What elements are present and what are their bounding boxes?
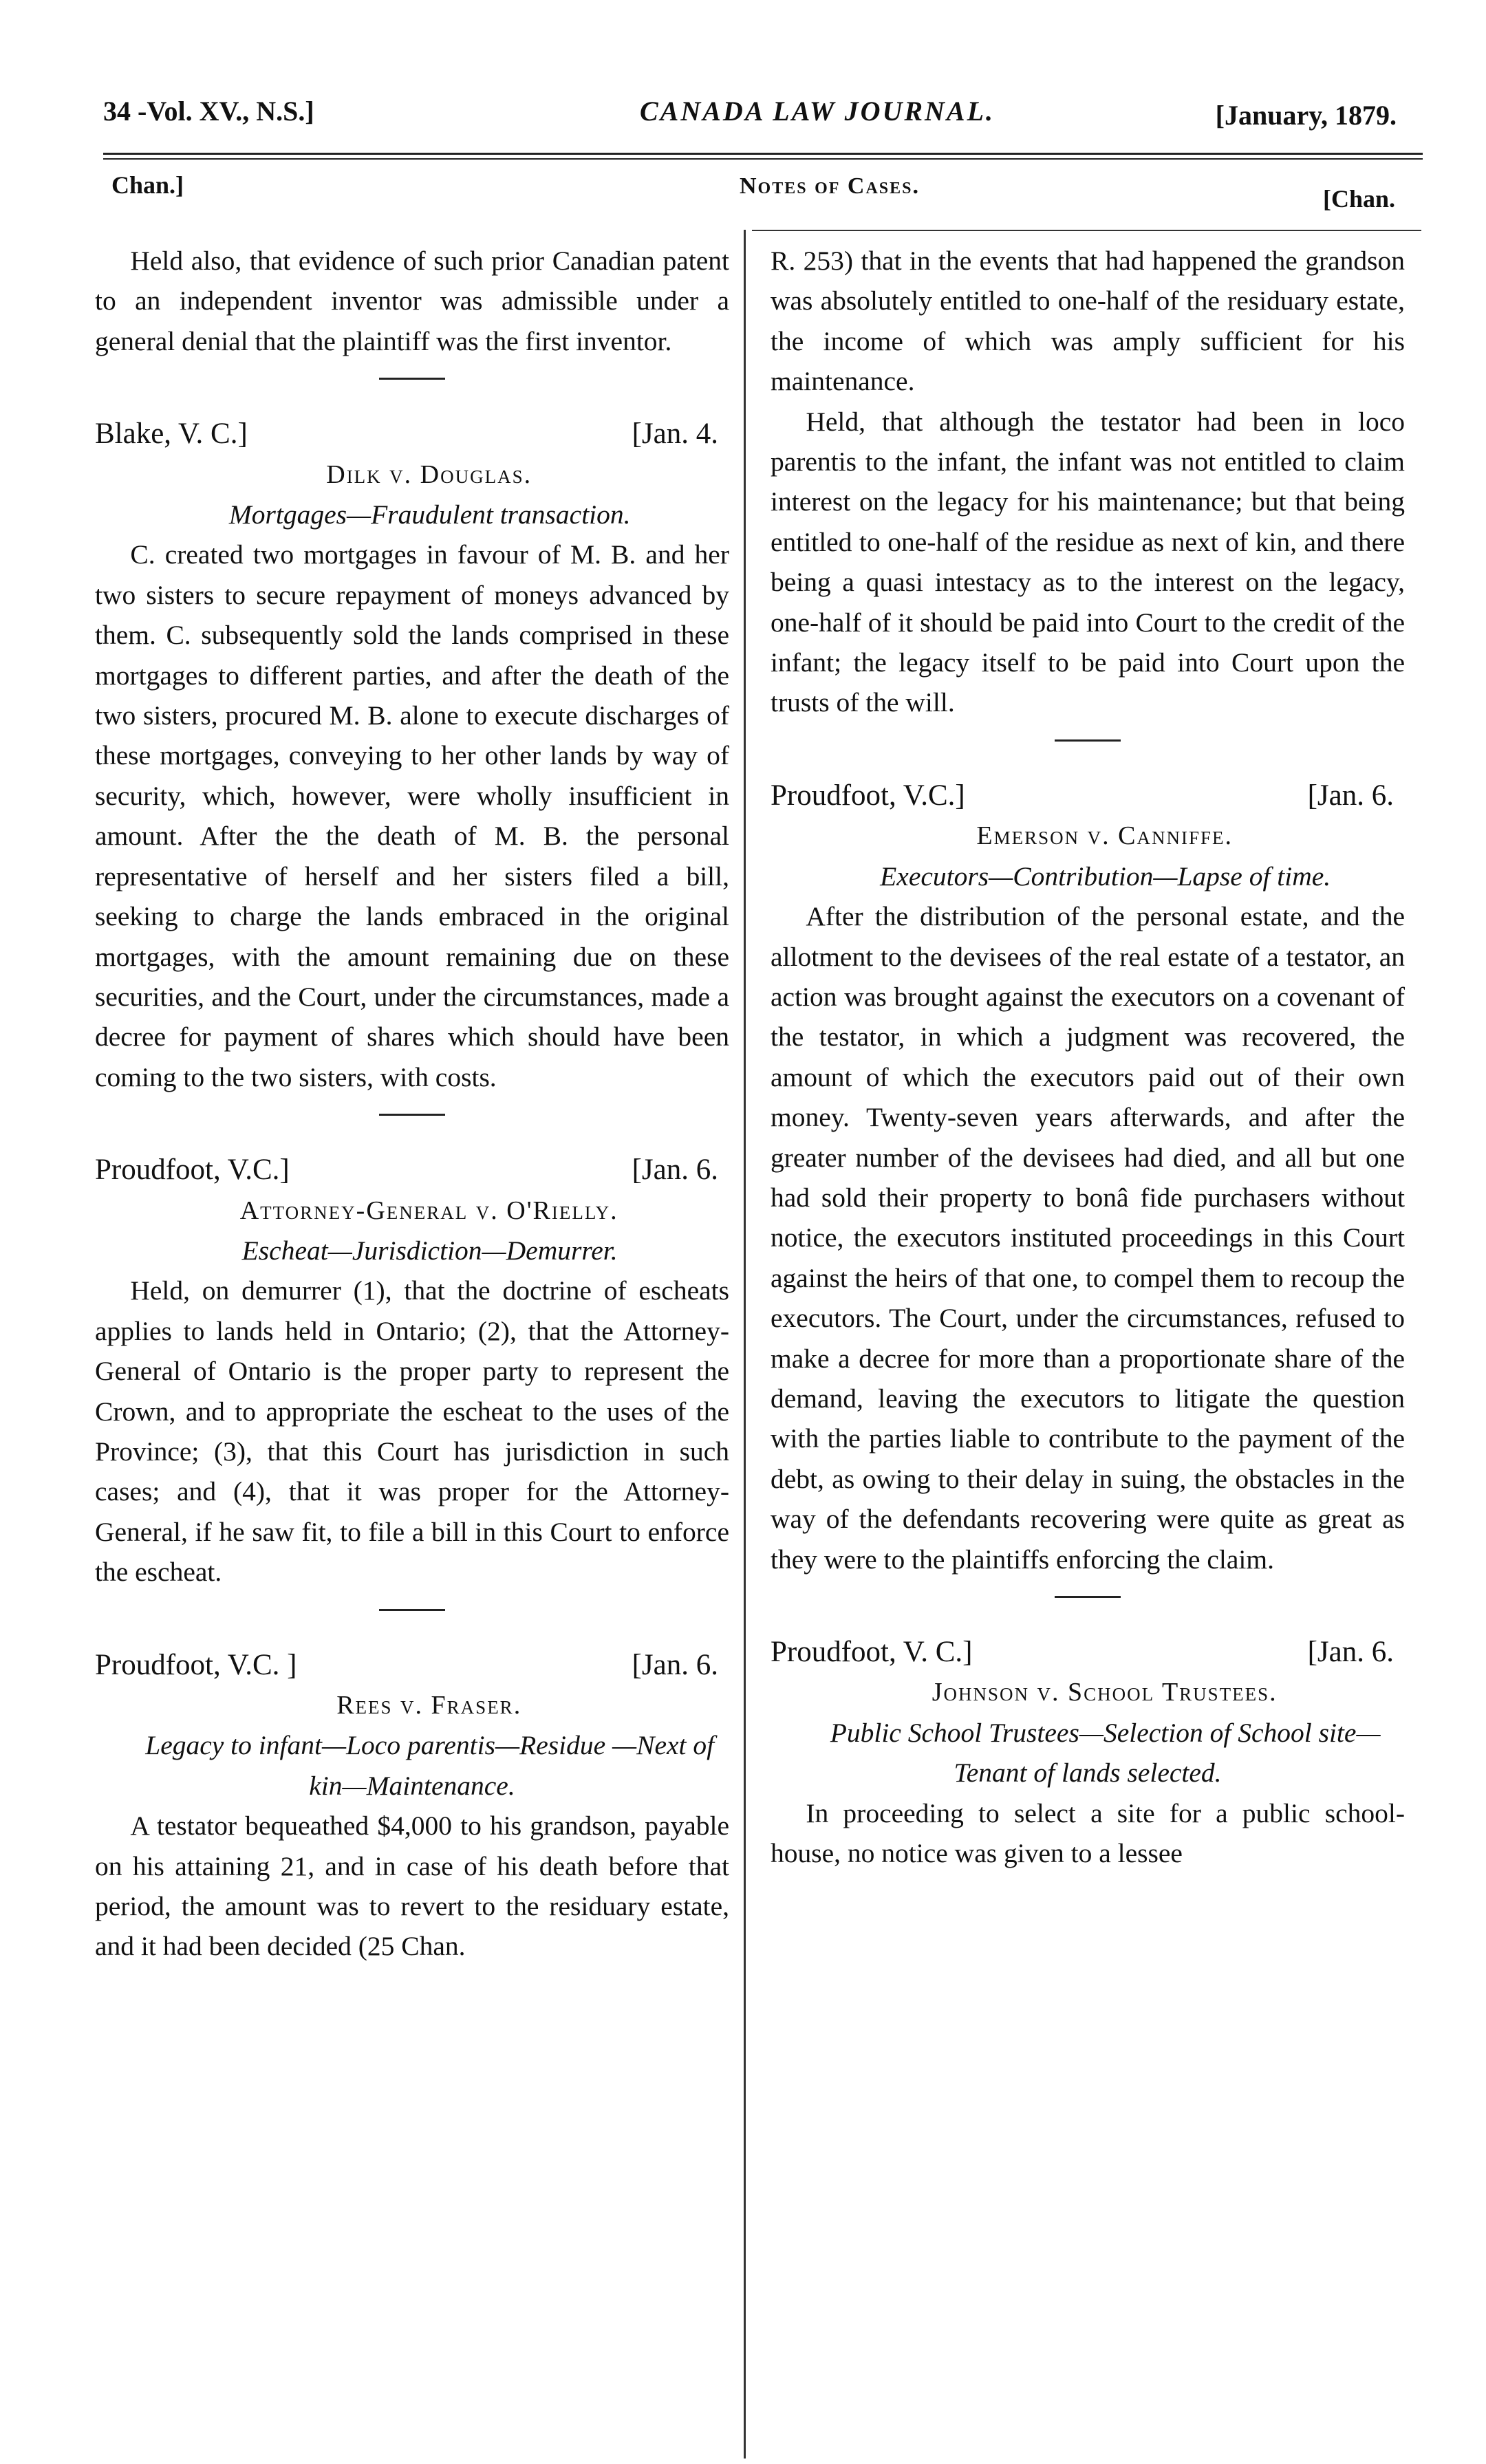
judge-name: Blake, V. C.] bbox=[95, 418, 248, 451]
left-column bbox=[95, 241, 729, 1967]
case-judge-line bbox=[771, 1632, 1405, 1672]
case-separator bbox=[379, 1609, 445, 1611]
section-header bbox=[103, 171, 1424, 212]
case-paragraph: A testator bequeathed $4,000 to his grandson, payable on his attaining 21, and in case of his death before that period, the amount was to revert to the residuary estate, and it had been decided (25 Chan. bbox=[95, 1811, 729, 1962]
case-date: [Jan. 6. bbox=[1307, 779, 1394, 812]
case-title: Dilk v. Douglas. bbox=[326, 460, 532, 489]
case-subject: Legacy to infant—Loco parentis—Residue —Next of kin—Maintenance. bbox=[145, 1730, 715, 1801]
column-divider bbox=[744, 230, 746, 2458]
case-title: Attorney-General v. O'Rielly. bbox=[239, 1196, 618, 1225]
case-judge-line bbox=[95, 414, 729, 454]
judge-name: Proudfoot, V. C.] bbox=[771, 1636, 973, 1668]
running-header bbox=[103, 88, 1424, 143]
case-date: [Jan. 4. bbox=[632, 418, 718, 451]
case-separator bbox=[1055, 739, 1121, 742]
case-paragraph: After the distribution of the personal estate, and the allotment to the devisees of the real estate of a testator, an action was brought against the executors on a covenant of the testator, in which a judgment was recovered, the amount of which the executors paid out of their own money. Twenty-seven years afterwards, and after the greater number of the devisees had died, and all but one had sold their property to bonâ fide purchasers without notice, the executors instituted proceedings in this Court against the heirs of that one, to compel them to recoup the executors. The Court, under the circumstances, refused to make a decree for more than a proportionate share of the demand, leaving the executors to litigate the question with the parties liable to contribute to the payment of the debt, as owing to their delay in suing, the obstacles in the way of the defendants recovering were quite as great as they were to the plaintiffs enforcing the claim. bbox=[771, 901, 1405, 1575]
case-title: Johnson v. School Trustees. bbox=[932, 1678, 1278, 1707]
intro-paragraph: Held also, that evidence of such prior Canadian patent to an independent inventor was admissible under a general denial that the plaintiff was the first inventor. bbox=[95, 246, 729, 356]
case-title: Rees v. Fraser. bbox=[336, 1691, 522, 1720]
column-top-rule bbox=[752, 230, 1421, 231]
case-date: [Jan. 6. bbox=[1307, 1636, 1394, 1668]
case-subject: Public School Trustees—Selection of School site—Tenant of lands selected. bbox=[830, 1717, 1381, 1788]
issue-date: [January, 1879. bbox=[1215, 100, 1397, 131]
case-judge-line bbox=[95, 1150, 729, 1190]
section-right: [Chan. bbox=[1322, 185, 1395, 213]
case-paragraph: In proceeding to select a site for a public school-house, no notice was given to a lessee bbox=[771, 1797, 1405, 1869]
volume-label: 34 -Vol. XV., N.S.] bbox=[103, 96, 314, 127]
case-separator bbox=[379, 378, 445, 380]
right-column bbox=[771, 241, 1405, 1873]
journal-title: CANADA LAW JOURNAL. bbox=[640, 96, 995, 127]
case-subject: Executors—Contribution—Lapse of time. bbox=[880, 861, 1331, 891]
case-subject: Mortgages—Fraudulent transaction. bbox=[228, 499, 631, 530]
case-separator bbox=[1055, 1596, 1121, 1598]
judge-name: Proudfoot, V.C. ] bbox=[95, 1648, 297, 1681]
judge-name: Proudfoot, V.C.] bbox=[771, 779, 965, 812]
case-date: [Jan. 6. bbox=[632, 1154, 718, 1187]
case-separator bbox=[379, 1114, 445, 1116]
header-rule-thick bbox=[103, 153, 1423, 155]
judge-name: Proudfoot, V.C.] bbox=[95, 1154, 290, 1187]
section-title: Notes of Cases. bbox=[740, 173, 920, 199]
section-left: Chan.] bbox=[111, 171, 184, 199]
header-rule-thin bbox=[103, 158, 1423, 160]
case-date: [Jan. 6. bbox=[632, 1648, 718, 1681]
case-paragraph: Held, on demurrer (1), that the doctrine of escheats applies to lands held in Ontario; (2), that the Attorney-General of Ontario is the proper party to represent the Crown, and to appropriate the escheat to the uses of the Province; (3), that this Court has jurisdiction in such cases; and (4), that it was proper for the Attorney-General, if he saw fit, to file a bill in this Court to enforce the escheat. bbox=[95, 1275, 729, 1588]
case-judge-line bbox=[95, 1645, 729, 1685]
continued-paragraph: Held, that although the testator had been in loco parentis to the infant, the infant was not entitled to claim interest on the legacy for his maintenance; but that being entitled to one-half of the residue as next of kin, and there being a quasi intestacy as to the interest on the legacy, one-half of it should be paid into Court to the credit of the infant; the legacy itself to be paid into Court upon the trusts of the will. bbox=[771, 406, 1405, 718]
case-title: Emerson v. Canniffe. bbox=[976, 821, 1233, 851]
continued-paragraph: R. 253) that in the events that had happened the grandson was absolutely entitled to one-half of the residuary estate, the income of which was amply sufficient for his maintenance. bbox=[771, 246, 1405, 397]
case-paragraph: C. created two mortgages in favour of M. B. and her two sisters to secure repayment of moneys advanced by them. C. subsequently sold the lands comprised in these mortgages to different parties, and after the death of the two sisters, procured M. B. alone to execute discharges of these mortgages, conveying to her other lands by way of security, which, however, were wholly insufficient in amount. After the the death of M. B. the personal representative of herself and her sisters filed a bill, seeking to charge the lands embraced in the original mortgages, with the amount remaining due on these securities, and the Court, under the circumstances, made a decree for payment of shares which should have been coming to the two sisters, with costs. bbox=[95, 539, 729, 1092]
case-judge-line bbox=[771, 776, 1405, 816]
case-subject: Escheat—Jurisdiction—Demurrer. bbox=[241, 1235, 618, 1266]
